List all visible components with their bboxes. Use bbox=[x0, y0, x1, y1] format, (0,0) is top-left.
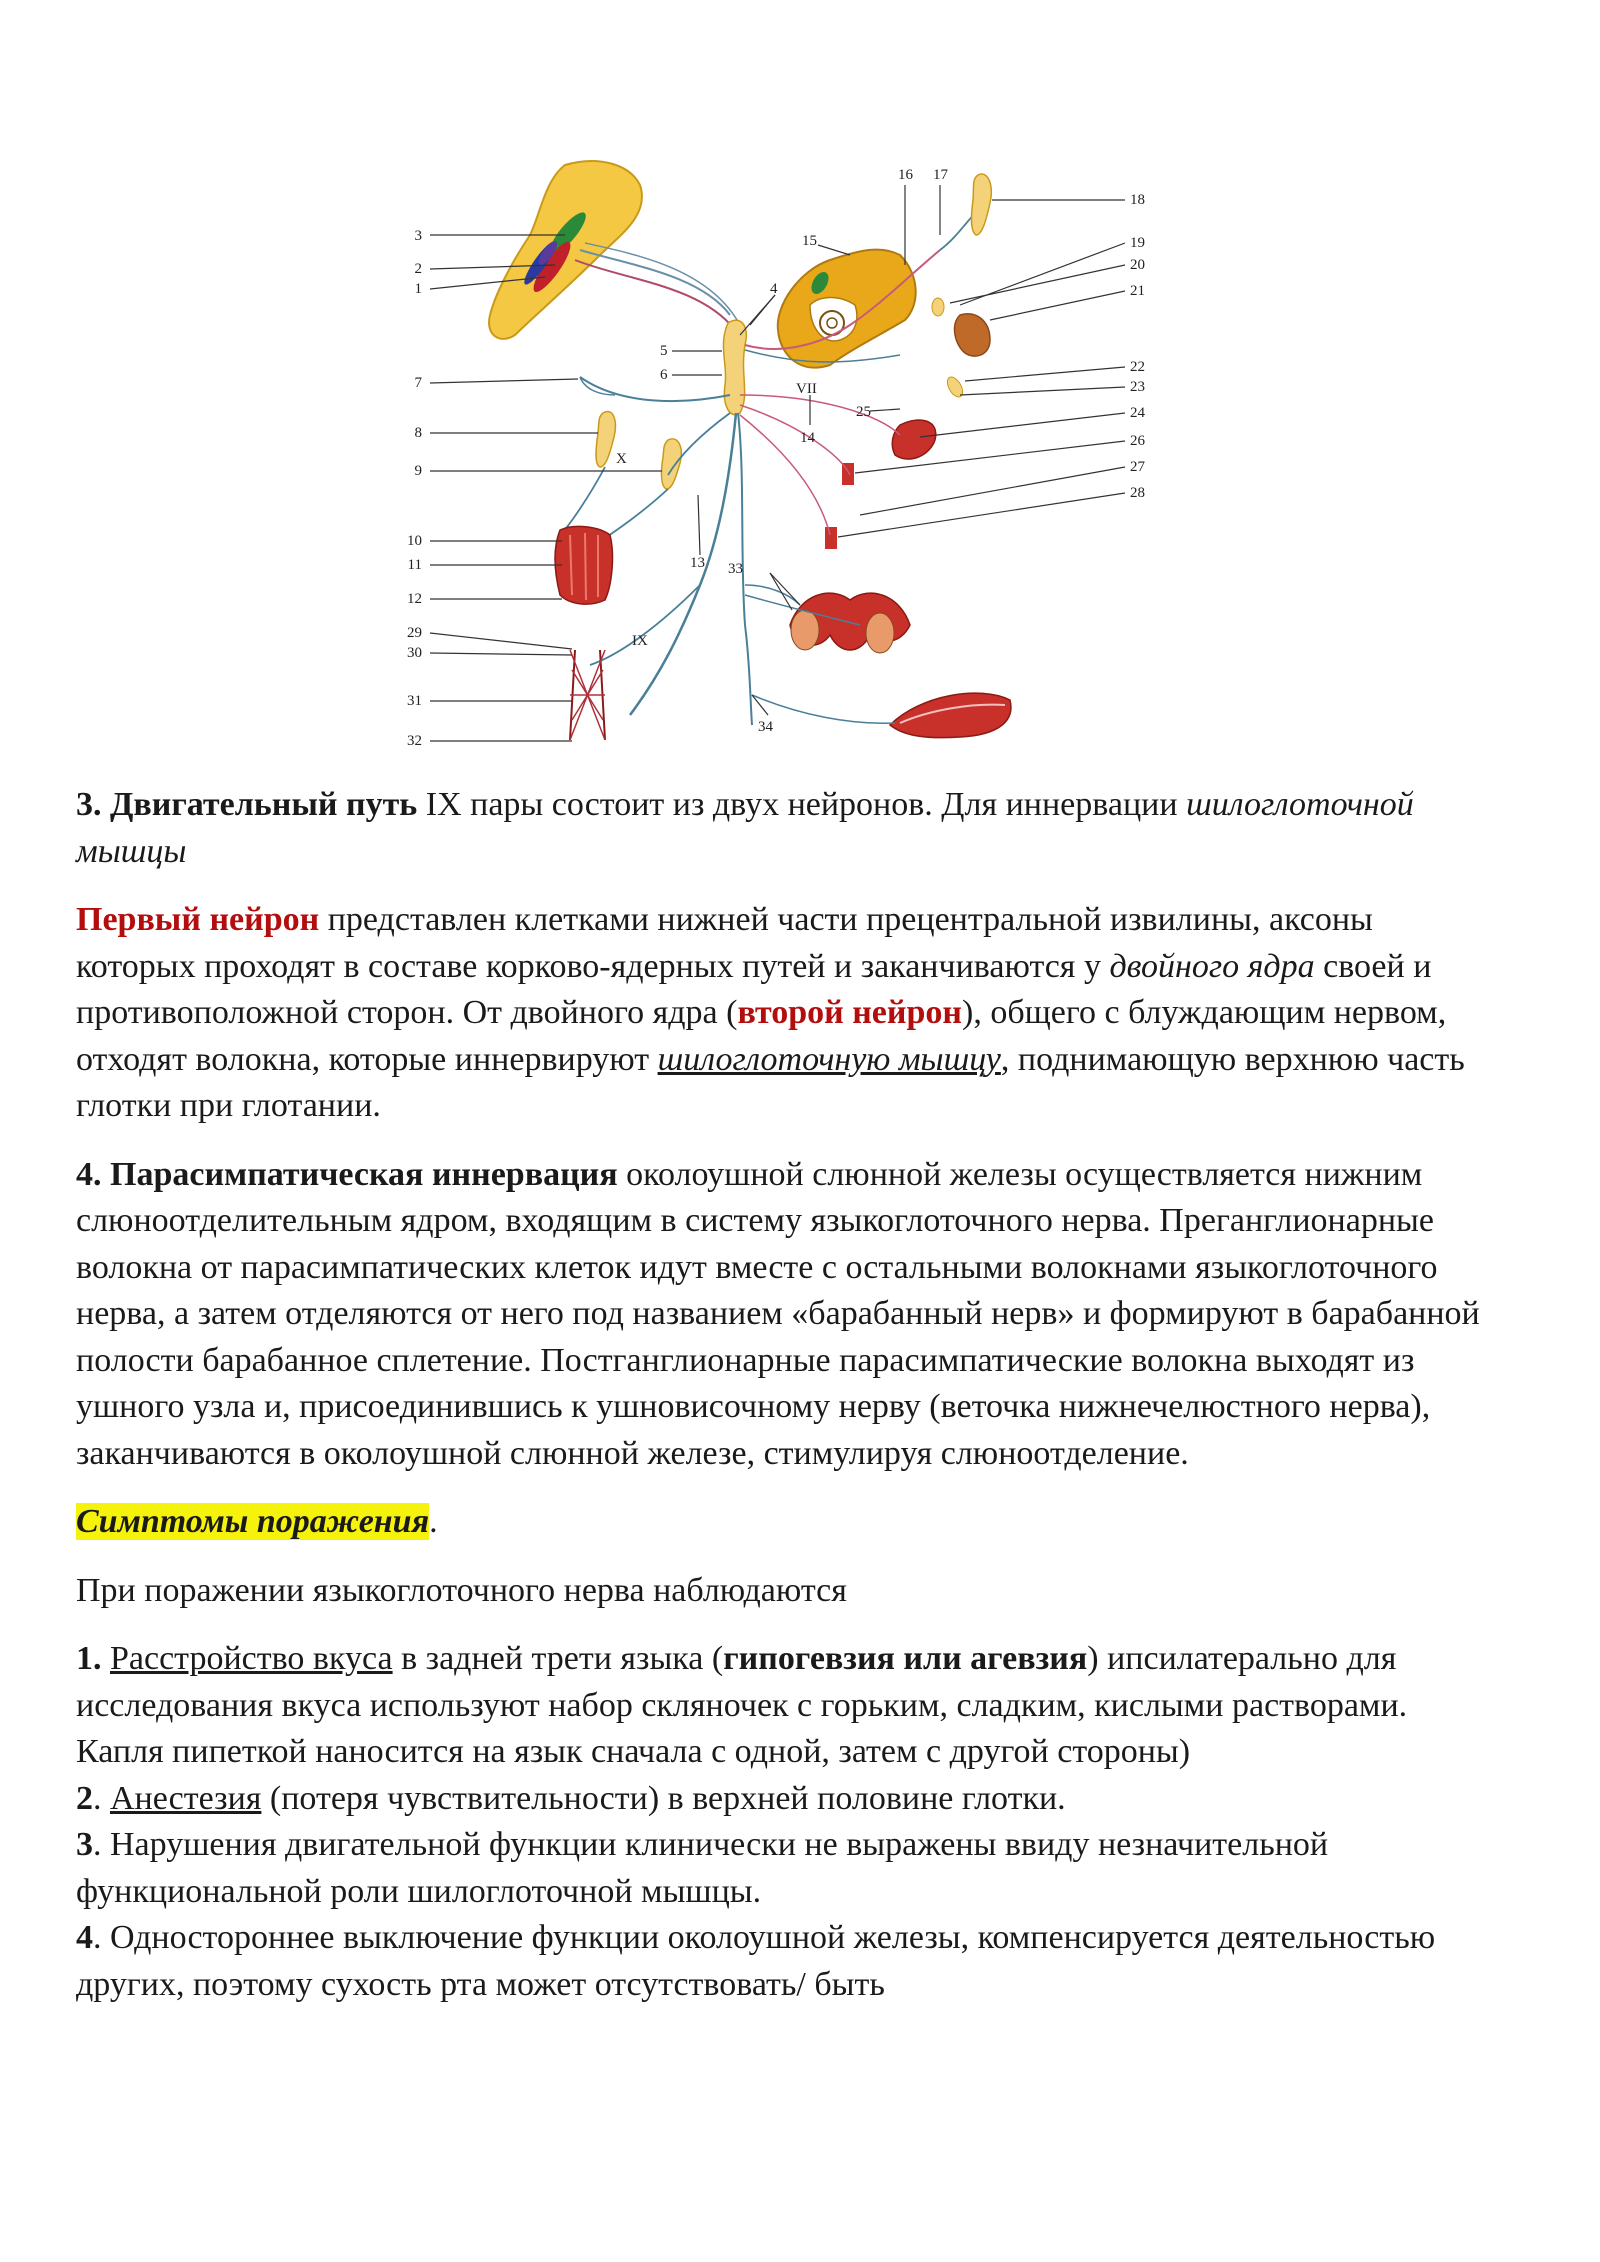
list-item: 3. Нарушения двигательной функции клинически не выражены ввиду незначительной функциональной роли шилоглоточной мышцы. bbox=[76, 1826, 1329, 1910]
document-body bbox=[76, 782, 1496, 2008]
figure-label: 2 bbox=[414, 261, 422, 277]
figure-label: 21 bbox=[1130, 283, 1145, 299]
list-item: 1. Расстройство вкуса в задней трети языка (гипогевзия или агевзия) ипсилатерально для исследования вкуса используют набор скляночек с горьким, сладким, кислыми растворами. Капля пипеткой наносится на язык сначала с одной, затем с другой стороны) bbox=[76, 1640, 1408, 1770]
figure-label: 12 bbox=[407, 591, 422, 607]
figure-label: 29 bbox=[407, 625, 422, 641]
figure-label: 19 bbox=[1130, 235, 1145, 251]
figure-label: 15 bbox=[802, 233, 817, 249]
figure-label: 26 bbox=[1130, 433, 1145, 449]
figure-label: 9 bbox=[414, 463, 422, 479]
figure-label: 34 bbox=[758, 719, 773, 735]
figure-label: 16 bbox=[898, 167, 913, 183]
first-neuron-label: Первый нейрон bbox=[76, 901, 320, 938]
section4-heading: 4. Парасимпатическая иннервация bbox=[76, 1155, 618, 1193]
figure-label: 20 bbox=[1130, 257, 1145, 273]
symptoms-title: Симптомы поражения. bbox=[76, 1503, 438, 1540]
list-item: 2. Анестезия (потеря чувствительности) в верхней половине глотки. bbox=[76, 1779, 1066, 1817]
figure-label: X bbox=[616, 451, 627, 467]
figure-label: 6 bbox=[660, 367, 668, 383]
figure-label: 33 bbox=[728, 561, 743, 577]
figure-label: 14 bbox=[800, 430, 815, 446]
figure-label: 23 bbox=[1130, 379, 1145, 395]
figure-label: 32 bbox=[407, 733, 422, 749]
figure-label: 11 bbox=[407, 557, 422, 573]
figure-label: 18 bbox=[1130, 192, 1145, 208]
figure-label: 28 bbox=[1130, 485, 1145, 501]
figure-label: 24 bbox=[1130, 405, 1145, 421]
figure-label: 17 bbox=[933, 167, 948, 183]
figure-label: 27 bbox=[1130, 459, 1145, 475]
muscle-italic: шилоглоточной мышцы bbox=[76, 786, 1414, 870]
neuron-paragraph: Первый нейрон представлен клетками нижней части прецентральной извилины, аксоны которых проходят в составе корково-ядерных путей и заканчиваются у двойного ядра своей и противоположной сторон. От двойного ядра (второй нейрон), общего с блуждающим нервом, отходят волокна, которые иннервируют шилоглоточную мышцу, поднимающую верхнюю часть глотки при глотании. bbox=[76, 901, 1465, 1124]
figure-label: 10 bbox=[407, 533, 422, 549]
glossopharyngeal-nerve-diagram bbox=[400, 155, 1160, 755]
figure-label: 1 bbox=[414, 281, 422, 297]
figure-label: 4 bbox=[770, 281, 778, 297]
figure-label: 30 bbox=[407, 645, 422, 661]
figure-label: 22 bbox=[1130, 359, 1145, 375]
figure-label: IX bbox=[632, 633, 648, 649]
figure-label: VII bbox=[796, 381, 817, 397]
section3-paragraph: 3. Двигательный путь IX пары состоит из двух нейронов. Для иннервации шилоглоточной мышцы bbox=[76, 786, 1414, 870]
figure-label: 7 bbox=[414, 375, 422, 391]
figure-label: 25 bbox=[856, 404, 871, 420]
figure-label: 3 bbox=[414, 228, 422, 244]
figure-label: 13 bbox=[690, 555, 705, 571]
section4-paragraph: 4. Парасимпатическая иннервация околоушной слюнной железы осуществляется нижним слюноотделительным ядром, входящим в систему языкоглоточного нерва. Преганглионарные волокна от парасимпатических клеток идут вместе с остальными волокнами языкоглоточного нерва, а затем отделяются от него под названием «барабанный нерв» и формируют в барабанной полости барабанное сплетение. Постганглионарные парасимпатические волокна выходят из ушного узла и, присоединившись к ушновисочному нерву (веточка нижнечелюстного нерва), заканчиваются в околоушной слюнной железе, стимулируя слюноотделение. bbox=[76, 1155, 1480, 1472]
list-item: 4. Одностороннее выключение функции околоушной железы, компенсируется деятельностью других, поэтому сухость рта может отсутствовать/ быть bbox=[76, 1919, 1436, 2003]
figure-label: 5 bbox=[660, 343, 668, 359]
figure-label: 31 bbox=[407, 693, 422, 709]
highlighted-title: Симптомы поражения bbox=[76, 1503, 430, 1540]
second-neuron-label: второй нейрон bbox=[737, 994, 962, 1031]
symptoms-intro: При поражении языкоглоточного нерва наблюдаются bbox=[76, 1571, 847, 1609]
figure-label: 8 bbox=[414, 425, 422, 441]
muscle-underlined: шилоглоточную мышцу bbox=[657, 1040, 1001, 1078]
section3-heading: 3. Двигательный путь bbox=[76, 786, 418, 823]
